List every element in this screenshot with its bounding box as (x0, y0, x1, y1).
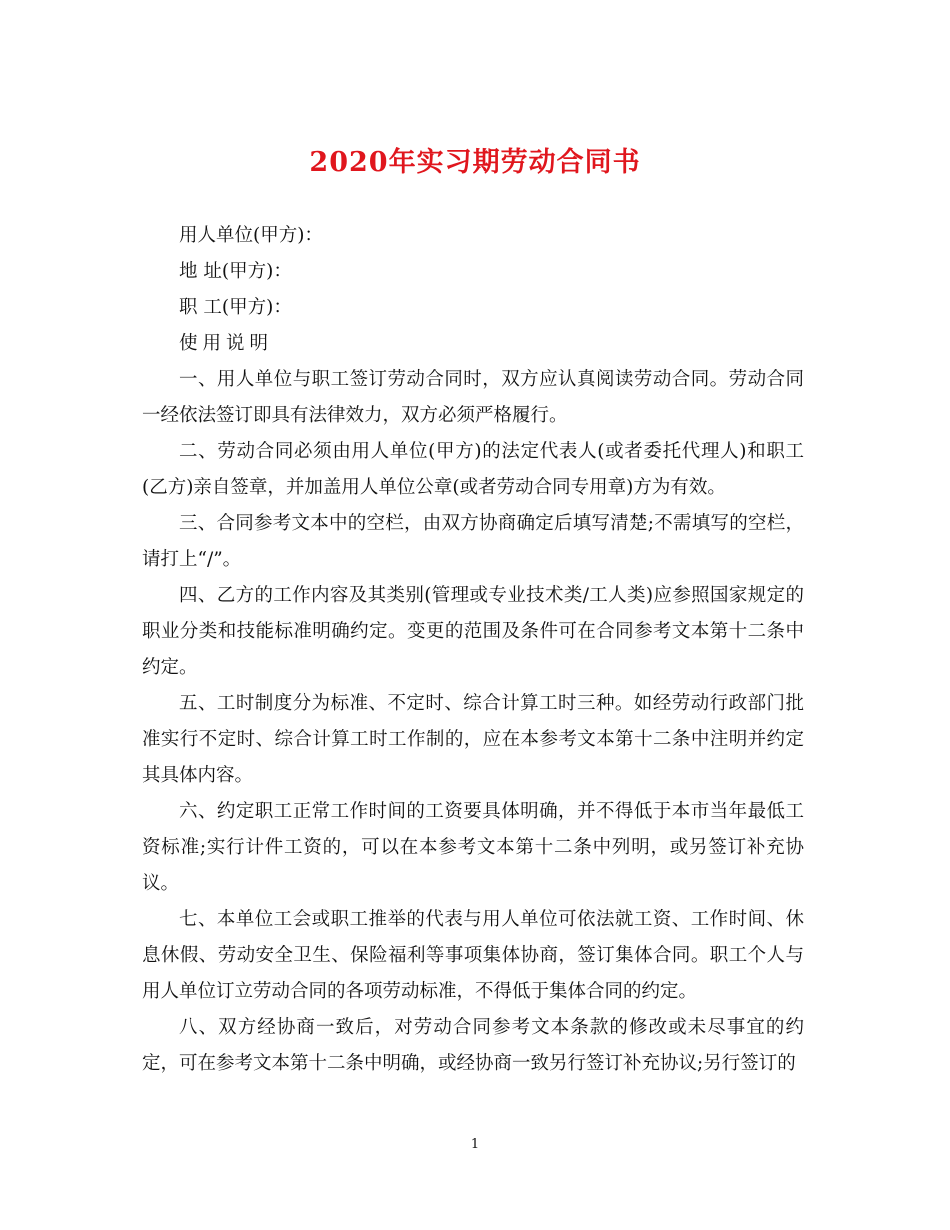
document-title: 2020年实习期劳动合同书 (309, 147, 641, 178)
field-employee: 职 工(甲方)： (179, 297, 292, 318)
paragraph-5: 五、工时制度分为标准、不定时、综合计算工时三种。如经劳动行政部门批准实行不定时、综合计算工时工作制的，应在本参考文本第十二条中注明并约定其具体内容。 (142, 693, 804, 786)
paragraph-2: 二、劳动合同必须由用人单位(甲方)的法定代表人(或者委托代理人)和职工(乙方)亲自签章，并加盖用人单位公章(或者劳动合同专用章)方为有效。 (142, 441, 804, 498)
paragraph-6: 六、约定职工正常工作时间的工资要具体明确，并不得低于本市当年最低工资标准;实行计件工资的，可以在本参考文本第十二条中列明，或另签订补充协议。 (142, 801, 804, 894)
paragraph-3: 三、合同参考文本中的空栏，由双方协商确定后填写清楚;不需填写的空栏，请打上“/”。 (142, 513, 804, 570)
paragraph-4: 四、乙方的工作内容及其类别(管理或专业技术类/工人类)应参照国家规定的职业分类和技能标准明确约定。变更的范围及条件可在合同参考文本第十二条中约定。 (142, 585, 804, 678)
field-address: 地 址(甲方)： (179, 261, 292, 282)
paragraph-8: 八、双方经协商一致后，对劳动合同参考文本条款的修改或未尽事宜的约定，可在参考文本第十二条中明确，或经协商一致另行签订补充协议;另行签订的 (142, 1017, 804, 1074)
section-heading-instructions: 使用说明 (179, 333, 274, 354)
field-employer: 用人单位(甲方)： (179, 225, 323, 246)
paragraph-7: 七、本单位工会或职工推举的代表与用人单位可依法就工资、工作时间、休息休假、劳动安全卫生、保险福利等事项集体协商，签订集体合同。职工个人与用人单位订立劳动合同的各项劳动标准，不得低于集体合同的约定。 (142, 909, 804, 1002)
page-number: 1 (470, 1137, 480, 1152)
paragraph-1: 一、用人单位与职工签订劳动合同时，双方应认真阅读劳动合同。劳动合同一经依法签订即具有法律效力，双方必须严格履行。 (142, 369, 804, 426)
document-body (142, 218, 804, 1082)
